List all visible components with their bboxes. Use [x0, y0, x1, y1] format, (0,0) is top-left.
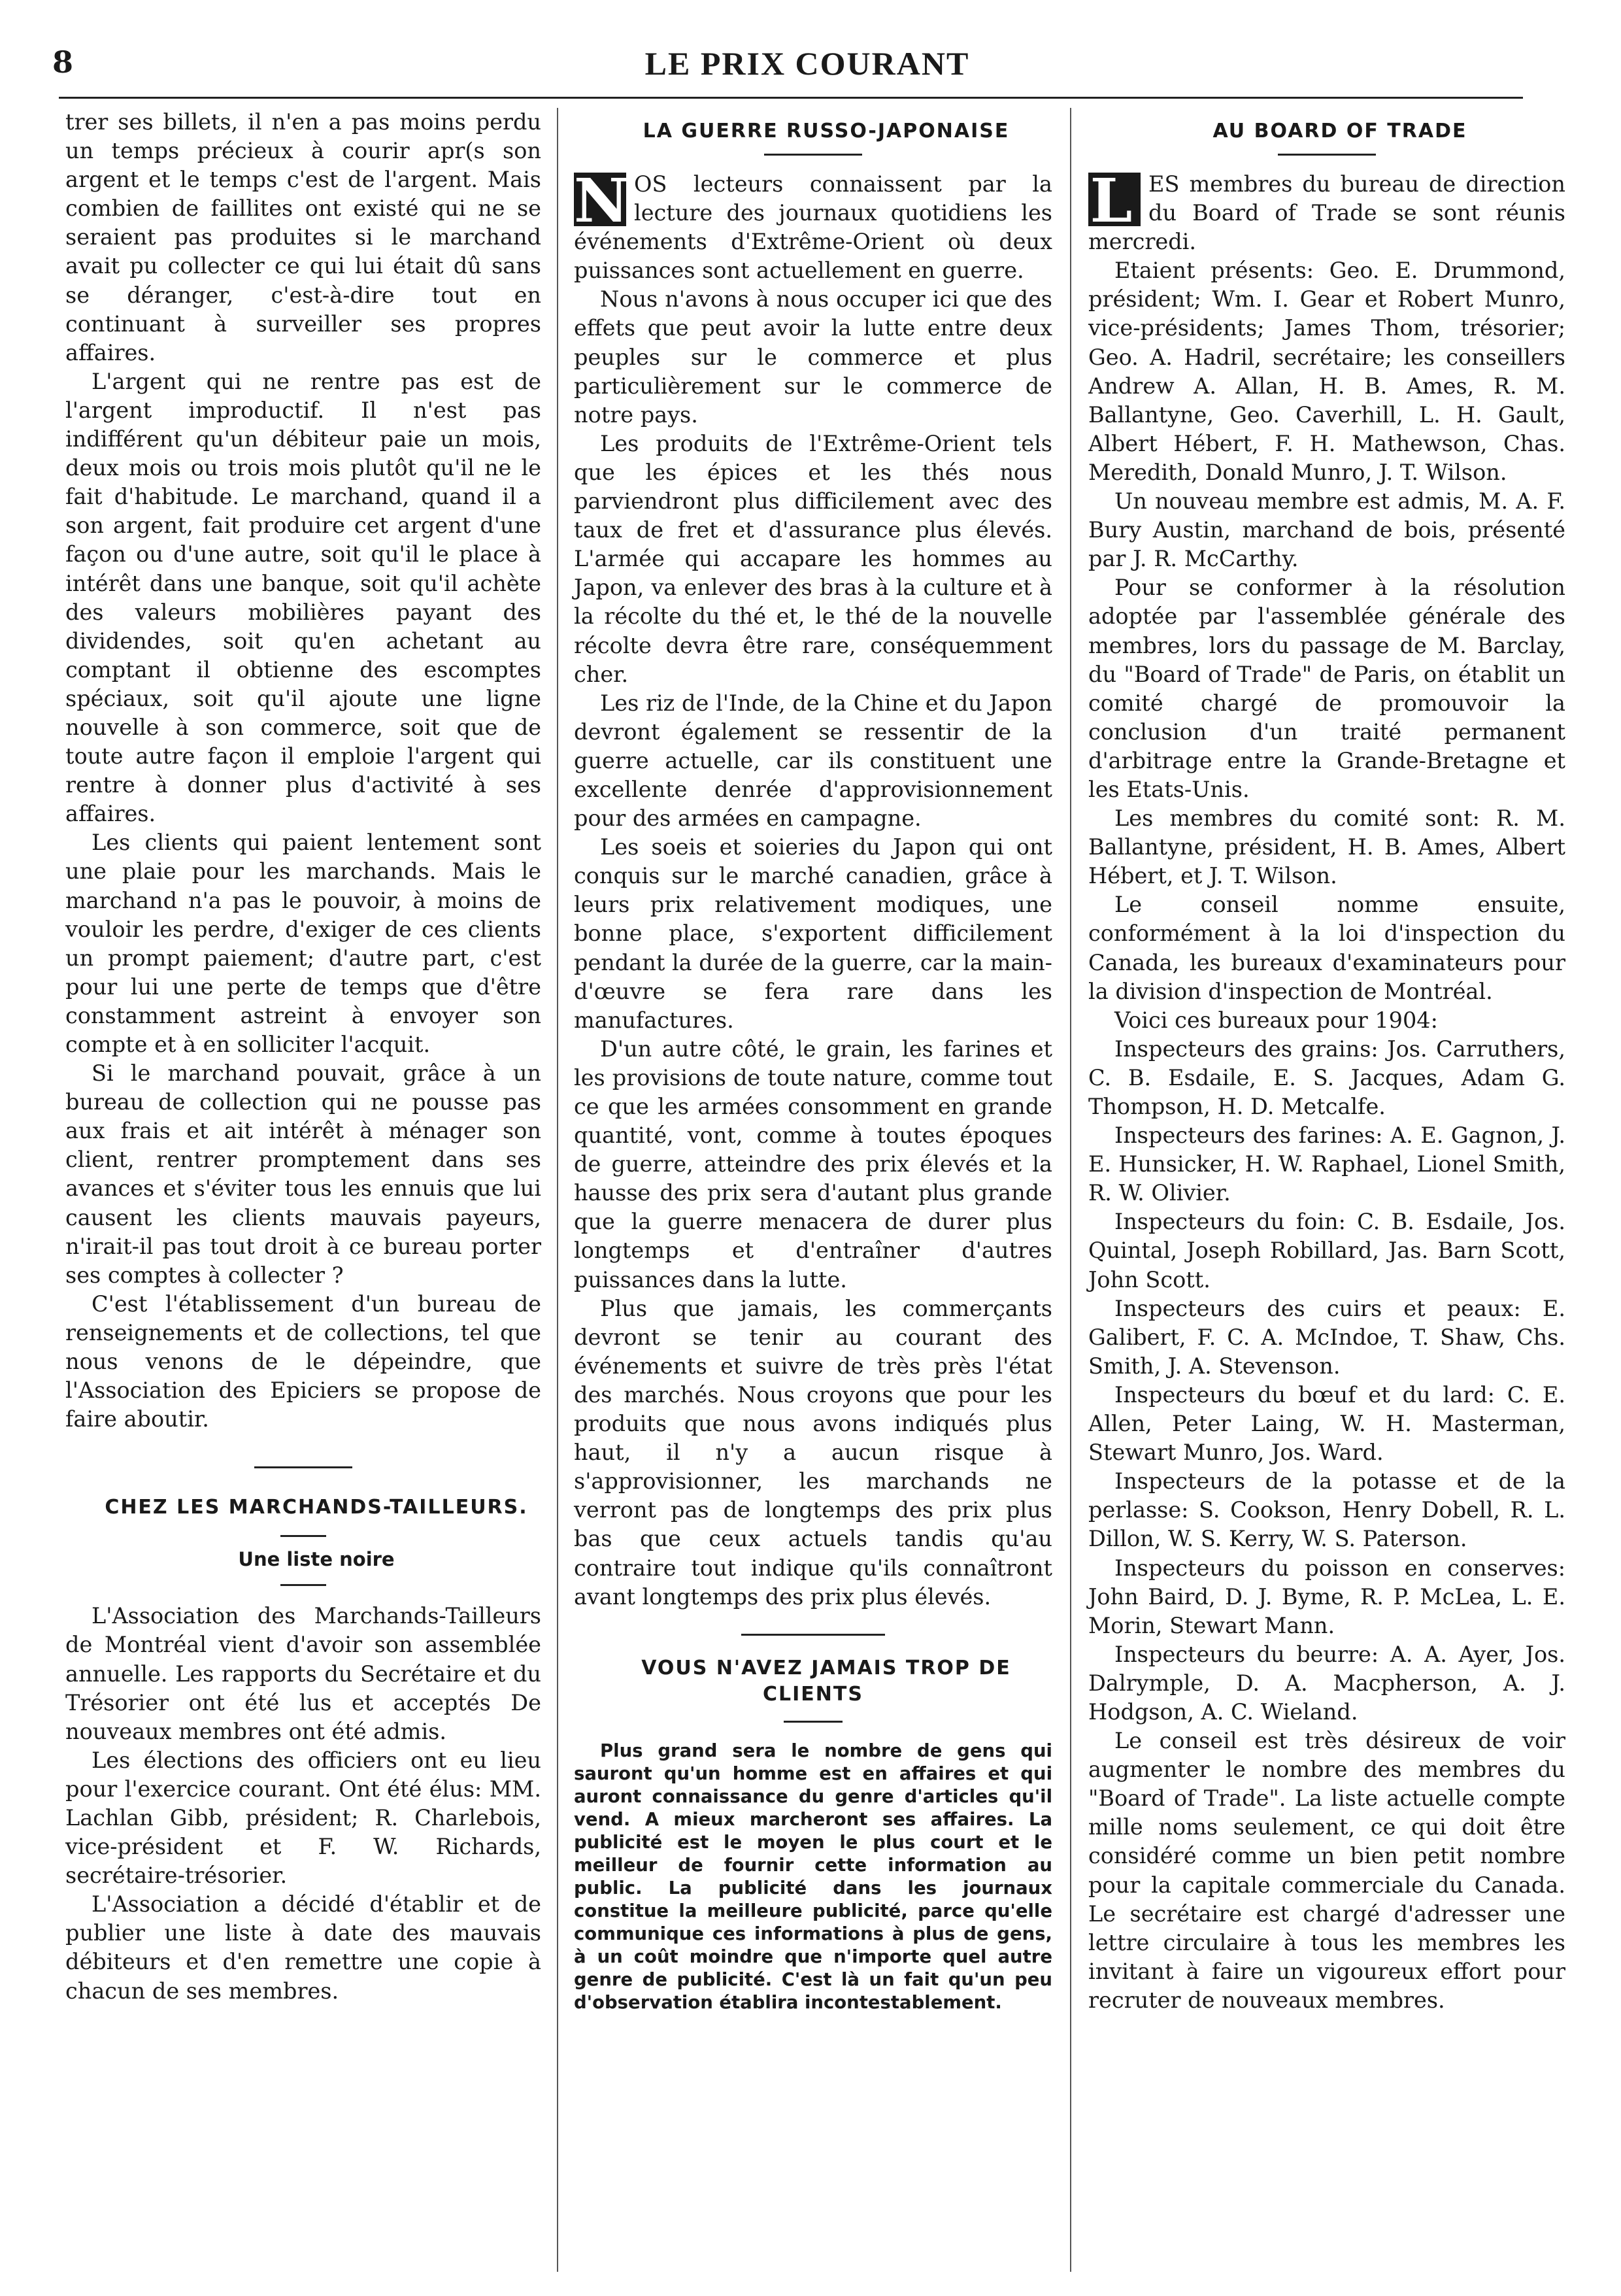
- paragraph: Plus que jamais, les commerçants devront se tenir au courant des événements et suivre de très près l'état des marchés. Nous croyons que pour les produits que nous avons indiqués plus haut, il n'y a aucun risque à s'approvisionner, les marchands ne verront pas de longtemps des prix plus bas que ceux actuels tandis qu'au contraire tout indique qu'ils connaîtront avant longtemps des prix plus élevés.: [574, 1295, 1052, 1610]
- section-rule: [741, 1634, 885, 1636]
- subhead-liste-noire: Une liste noire: [238, 1548, 395, 1571]
- section-rule: [280, 1535, 326, 1537]
- paragraph: L'Association a décidé d'établir et de publier une liste à date des mauvais débiteurs et d'en remettre une copie à chacun de ses membres.: [65, 1891, 541, 2004]
- paragraph: Inspecteurs des farines: A. E. Gagnon, J. E. Hunsicker, H. W. Raphael, Lionel Smith, R. W. Olivier.: [1088, 1123, 1565, 1206]
- section-title-board: AU BOARD OF TRADE: [1212, 120, 1467, 143]
- paragraph: Inspecteurs de la potasse et de la perlasse: S. Cookson, Henry Dobell, R. L. Dillon, W. S. Kerry, W. S. Paterson.: [1088, 1468, 1565, 1552]
- section-rule: [784, 1721, 843, 1723]
- column-divider-2: [1070, 108, 1071, 2272]
- section-title-tailleurs: CHEZ LES MARCHANDS-TAILLEURS.: [105, 1496, 528, 1519]
- paragraph: C'est l'établissement d'un bureau de renseignements et de collections, tel que nous venons de le dépeindre, que l'Association des Epiciers se propose de faire aboutir.: [65, 1291, 541, 1432]
- paragraph: Les soeis et soieries du Japon qui ont conquis sur le marché canadien, grâce à leurs prix relativement modiques, une bonne place, s'exportent difficilement pendant la durée de la guerre, car la main-d'œuvre se fera rare dans les manufactures.: [574, 834, 1052, 1033]
- paragraph: Un nouveau membre est admis, M. A. F. Bury Austin, marchand de bois, présenté par J. R. McCarthy.: [1088, 488, 1565, 572]
- page-header: [46, 39, 1569, 85]
- column-divider-1: [557, 108, 558, 2272]
- section-title-clients: VOUS N'AVEZ JAMAIS TROP DE CLIENTS: [641, 1656, 1011, 1706]
- column-1: [65, 108, 541, 2006]
- paragraph: Le conseil nomme ensuite, conformément à la loi d'inspection du Canada, les bureaux d'examinateurs pour la division d'inspection de Montréal.: [1088, 892, 1565, 1004]
- paragraph: L'Association des Marchands-Tailleurs de Montréal vient d'avoir son assemblée annuelle. Les rapports du Secrétaire et du Trésorier ont été lus et acceptés De nouveaux membres ont été admis.: [65, 1603, 541, 1744]
- paragraph: Inspecteurs du poisson en conserves: John Baird, D. J. Byme, R. P. McLea, L. E. Morin, Stewart Mann.: [1088, 1555, 1565, 1638]
- paragraph: D'un autre côté, le grain, les farines et les provisions de toute nature, comme tout ce que les armées consomment en grande quantité, vont, comme à toutes époques de guerre, atteindre des prix élevés et la hausse des prix sera d'autant plus grande que la guerre menacera de durer plus longtemps et d'entraîner d'autres puissances dans la lutte.: [574, 1036, 1052, 1292]
- masthead: LE PRIX COURANT: [644, 45, 970, 82]
- advertising-notice: Plus grand sera le nombre de gens qui sauront qu'un homme est en affaires et qui auront connaissance du genre d'articles qu'il vend. A mieux marcheront ses affaires. La publicité est le moyen le plus court et le meilleur de fournir cette information au public. La publicité dans les journaux constitue la meilleure publicité, parce qu'elle communique ces informations à plus de gens, à un coût moindre que n'importe quel autre genre de publicité. C'est là un fait qu'un peu d'observation établira incontestablement.: [574, 1740, 1052, 2013]
- paragraph: Les clients qui paient lentement sont une plaie pour les marchands. Mais le marchand n'a pas le pouvoir, à moins de vouloir les perdre, d'exiger de ces clients un prompt paiement; d'autre part, c'est pour lui une perte de temps que d'être constamment astreint à envoyer son compte et à en solliciter l'acquit.: [65, 830, 541, 1057]
- paragraph: Inspecteurs du bœuf et du lard: C. E. Allen, Peter Laing, W. H. Masterman, Stewart Munro, Jos. Ward.: [1088, 1381, 1565, 1466]
- section-rule: [1278, 154, 1376, 156]
- column-2: [574, 108, 1052, 2014]
- paragraph: [574, 165, 1052, 285]
- drop-cap: N: [574, 165, 629, 236]
- page-number: 8: [52, 44, 74, 80]
- drop-cap: L: [1088, 173, 1141, 226]
- section-title-guerre: LA GUERRE RUSSO-JAPONAISE: [643, 120, 1010, 143]
- paragraph-text: ES membres du bureau de direction du Board of Trade se sont réunis mercredi.: [1088, 171, 1565, 255]
- paragraph: Les riz de l'Inde, de la Chine et du Japon devront également se ressentir de la guerre actuelle, car ils constituent une excellente denrée d'approvisionnement pour des armées en campagne.: [574, 690, 1052, 832]
- column-3: [1088, 108, 1565, 2015]
- paragraph: Inspecteurs du beurre: A. A. Ayer, Jos. Dalrymple, D. A. Macpherson, A. J. Hodgson, A. C. Wieland.: [1088, 1641, 1565, 1725]
- paragraph: Inspecteurs des grains: Jos. Carruthers, C. B. Esdaile, E. S. Jacques, Adam G. Thompson, H. D. Metcalfe.: [1088, 1036, 1565, 1119]
- paragraph: trer ses billets, il n'en a pas moins perdu un temps précieux à courir apr(s son argent et le temps c'est de l'argent. Mais combien de faillites ont existé qui ne se seraient pas produites si le marchand avait pu collecter ce qui lui était dû sans se déranger, c'est-à-dire tout en continuant à surveiller ses propres affaires.: [65, 109, 541, 365]
- section-rule: [254, 1466, 352, 1468]
- paragraph: Voici ces bureaux pour 1904:: [1114, 1007, 1438, 1033]
- paragraph: Inspecteurs des cuirs et peaux: E. Galibert, F. C. A. McIndoe, T. Shaw, Chs. Smith, J. A. Stevenson.: [1088, 1295, 1565, 1379]
- section-rule: [280, 1584, 326, 1586]
- paragraph: Pour se conformer à la résolution adoptée par l'assemblée générale des membres, lors du passage de M. Barclay, du "Board of Trade" de Paris, on établit un comité chargé de promouvoir la conclusion d'un traité permanent d'arbitrage entre la Grande-Bretagne et les Etats-Unis.: [1088, 575, 1565, 802]
- header-rule: [59, 97, 1523, 99]
- section-rule: [764, 154, 862, 156]
- paragraph: Etaient présents: Geo. E. Drummond, président; Wm. I. Gear et Robert Munro, vice-présidents; James Thom, trésorier; Geo. A. Hadril, secrétaire; les conseillers Andrew A. Allan, H. B. Ames, R. M. Ballantyne, Geo. Caverhill, L. H. Gault, Albert Hébert, F. H. Mathewson, Chas. Meredith, Donald Munro, J. T. Wilson.: [1088, 258, 1565, 485]
- paragraph: Le conseil est très désireux de voir augmenter le nombre des membres du "Board of Trade". La liste actuelle compte mille noms seulement, ce qui doit être considéré comme un bien petit nombre pour la capitale commerciale du Canada. Le secrétaire est chargé d'adresser une lettre circulaire à tous les membres les invitant à faire un vigoureux effort pour recruter de nouveaux membres.: [1088, 1728, 1565, 2013]
- paragraph: Les membres du comité sont: R. M. Ballantyne, président, H. B. Ames, Albert Hébert, et J. T. Wilson.: [1088, 805, 1565, 889]
- paragraph-text: OS lecteurs connaissent par la lecture des journaux quotidiens les événements d'Extrême-Orient où deux puissances sont actuellement en guerre.: [574, 171, 1052, 284]
- paragraph: Les produits de l'Extrême-Orient tels que les épices et les thés nous parviendront plus difficilement avec des taux de fret et d'assurance plus élevés. L'armée qui accapare les hommes au Japon, va enlever des bras à la culture et à la récolte du thé et, le thé de la nouvelle récolte devra être rare, conséquemment cher.: [574, 430, 1052, 687]
- paragraph: Les élections des officiers ont eu lieu pour l'exercice courant. Ont été élus: MM. Lachlan Gibb, président; R. Charlebois, vice-président et F. W. Richards, secrétaire-trésorier.: [65, 1747, 541, 1889]
- paragraph: Inspecteurs du foin: C. B. Esdaile, Jos. Quintal, Joseph Robillard, Jas. Barn Scott, John Scott.: [1088, 1209, 1565, 1292]
- paragraph: L'argent qui ne rentre pas est de l'argent improductif. Il n'est pas indifférent qu'un débiteur paie un mois, deux mois ou trois mois plutôt qu'il ne le fait d'habitude. Le marchand, quand il a son argent, fait produire cet argent d'une façon ou d'une autre, soit qu'il le place à intérêt dans une banque, soit qu'il achète des valeurs mobilières payant des dividendes, soit qu'en achetant au comptant il obtienne des escomptes spéciaux, soit qu'il ajoute une ligne nouvelle à son commerce, soit que de toute autre façon il emploie l'argent qui rentre à donner plus d'activité à ses affaires.: [65, 368, 541, 827]
- paragraph: [1088, 165, 1565, 256]
- paragraph: Nous n'avons à nous occuper ici que des effets que peut avoir la lutte entre deux peuples sur le commerce et plus particulièrement sur le commerce de notre pays.: [574, 286, 1052, 428]
- paragraph: Si le marchand pouvait, grâce à un bureau de collection qui ne pousse pas aux frais et ait intérêt à ménager son client, rentrer promptement dans ses avances et s'éviter tous les ennuis que lui causent les clients mauvais payeurs, n'irait-il pas tout droit à ce bureau porter ses comptes à collecter ?: [65, 1060, 541, 1288]
